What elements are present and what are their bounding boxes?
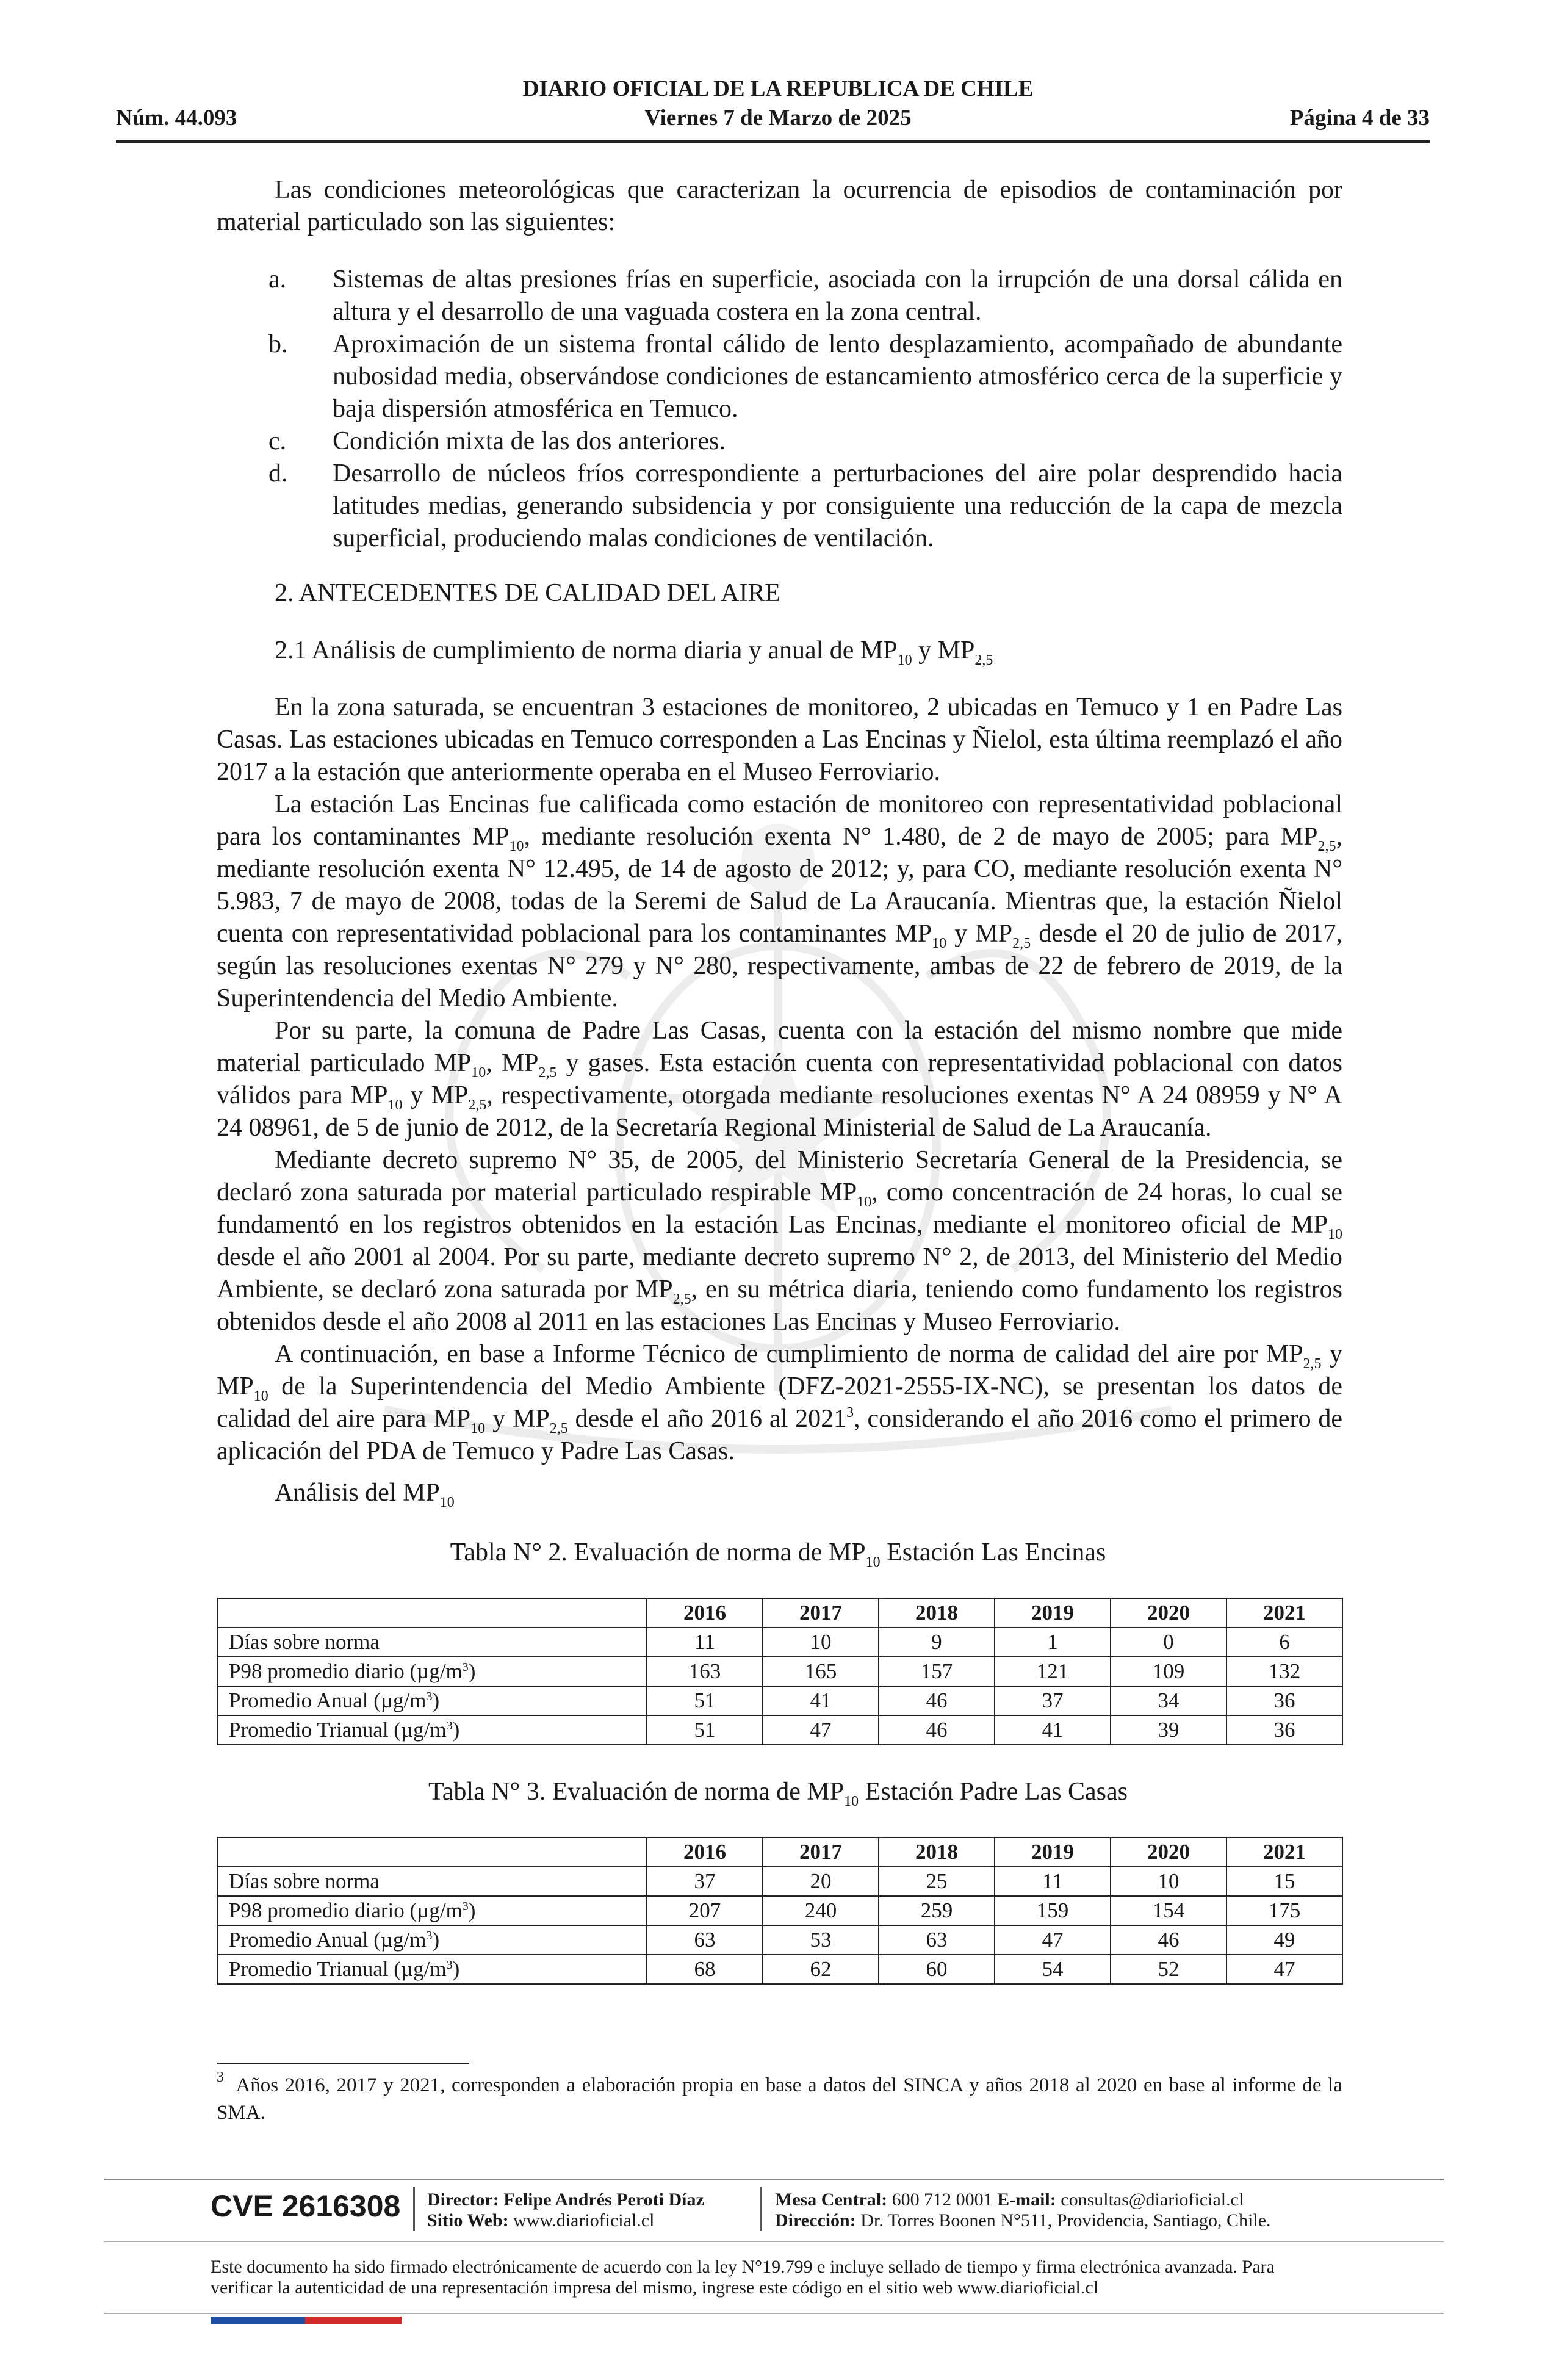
table-cell: 165 [763,1657,879,1686]
page-indicator: Página 4 de 33 [1289,106,1430,131]
table-cell: 25 [879,1867,995,1896]
list-item-text: Condición mixta de las dos anteriores. [333,427,726,455]
list-item [217,458,1342,555]
list-marker: a. [268,265,287,294]
table-cell: 6 [1226,1628,1342,1657]
list-item [217,425,1342,458]
director-block: Director: Felipe Andrés Peroti Díaz Sitio Web: www.diarioficial.cl [427,2190,704,2230]
list-marker: d. [268,460,288,488]
data-table [217,1837,1343,1985]
table-cell: 36 [1226,1686,1342,1715]
table-cell: 9 [879,1628,995,1657]
year-header: 2019 [995,1837,1111,1867]
row-label: Promedio Trianual $(\mu g/m^3)$ [217,1715,647,1745]
row-label: Promedio Trianual $(\mu g/m^3)$ [217,1955,647,1984]
footer-divider [104,2313,1444,2314]
table-cell: 47 [763,1715,879,1745]
table-cell: 54 [995,1955,1111,1984]
row-label: Promedio Anual $(\mu g/m^3)$ [217,1925,647,1955]
table-row [217,1628,1342,1657]
table-cell: 11 [995,1867,1111,1896]
list-item [217,264,1342,328]
footnote-text: Años 2016, 2017 y 2021, corresponden a elaboración propia en base a datos del SINCA y años 2018 al 2020 en base al informe de la SMA. [217,2074,1342,2124]
row-label: P98 promedio diario $(\mu g/m^3)$ [217,1657,647,1686]
table-cell: 62 [763,1955,879,1984]
contact-block: Mesa Central: 600 712 0001 E-mail: consultas@diarioficial.cl Dirección: Dr. Torres Boonen N°511, Providencia, Santiago, Chile. [775,2190,1271,2230]
section-heading: 2. ANTECEDENTES DE CALIDAD DEL AIRE [275,579,781,607]
year-header: 2020 [1111,1837,1226,1867]
table-cell: 34 [1111,1686,1226,1715]
table-cell: 132 [1226,1657,1342,1686]
data-table [217,1598,1343,1745]
table-row [217,1896,1342,1925]
table-cell: 63 [647,1925,763,1955]
footnote-mark: 3 [217,2069,224,2085]
year-header: 2020 [1111,1598,1226,1628]
table-cell: 20 [763,1867,879,1896]
year-header: 2021 [1226,1598,1342,1628]
issue-number: Núm. 44.093 [116,106,237,131]
table-cell: 175 [1226,1896,1342,1925]
flag-stripe-red [305,2317,402,2324]
table-cell: 49 [1226,1925,1342,1955]
table-cell: 36 [1226,1715,1342,1745]
year-header: 2017 [763,1598,879,1628]
header-divider [116,140,1430,143]
conditions-list [217,264,1342,555]
table-cell: 207 [647,1896,763,1925]
table-cell: 41 [995,1715,1111,1745]
flag-stripe-blue [211,2317,305,2324]
table-row [217,1955,1342,1984]
footer-divider [104,2179,1444,2180]
table-corner-cell [217,1837,647,1867]
table-cell: 0 [1111,1628,1226,1657]
year-header: 2018 [879,1598,995,1628]
table-cell: 109 [1111,1657,1226,1686]
table-cell: 121 [995,1657,1111,1686]
footer-separator [413,2187,415,2231]
list-item [217,328,1342,425]
list-item-text: Aproximación de un sistema frontal cálido de lento desplazamiento, acompañado de abundante nubosidad media, observándose condiciones de estancamiento atmosférico cerca de la superficie y baja dispersión atmosférica en Temuco. [333,330,1342,423]
year-header: 2019 [995,1598,1111,1628]
paragraph: A continuación, en base a Informe Técnico de cumplimiento de norma de calidad del aire por $MP_{2,5}$ y $MP_{10}$ de la Superintendencia del Medio Ambiente (DFZ-2021-2555-IX-NC), se presentan los datos de calidad del aire para $MP_{10}$ y $MP_{2,5}$ desde el año 2016 al 2021$^3$, considerando el año 2016 como el primero de aplicación del PDA de Temuco y Padre Las Casas. [217,1340,1343,1465]
row-label: Días sobre norma [217,1867,647,1896]
year-header: 2016 [647,1837,763,1867]
table-row [217,1686,1342,1715]
issue-date: Viernes 7 de Marzo de 2025 [644,106,912,131]
table-cell: 47 [1226,1955,1342,1984]
table-cell: 10 [763,1628,879,1657]
row-label: P98 promedio diario $(\mu g/m^3)$ [217,1896,647,1925]
email-link[interactable]: consultas@diarioficial.cl [1061,2190,1244,2210]
paragraph: Por su parte, la comuna de Padre Las Casas, cuenta con la estación del mismo nombre que mide material particulado $MP_{10}$, $MP_{2,5}$ y gases. Esta estación cuenta con representatividad poblacional con datos válidos para $MP_{10}$ y $MP_{2,5}$, respectivamente, otorgada mediante resoluciones exentas N° A 24 08959 y N° A 24 08961, de 5 de junio de 2012, de la Secretaría Regional Ministerial de Salud de La Araucanía. [217,1017,1343,1142]
table-header-row [217,1837,1342,1867]
paragraph: En la zona saturada, se encuentran 3 estaciones de monitoreo, 2 ubicadas en Temuco y 1 en Padre Las Casas. Las estaciones ubicadas en Temuco corresponden a Las Encinas y Ñielol, esta última reemplazó el año 2017 a la estación que anteriormente operaba en el Museo Ferroviario. [217,693,1342,786]
newspaper-title: DIARIO OFICIAL DE LA REPUBLICA DE CHILE [522,76,1034,101]
subsection-heading: 2.1 Análisis de cumplimiento de norma diaria y anual de $MP_{10}$ y $MP_{2,5}$ [275,636,993,668]
footnote [217,2069,1342,2127]
website-link[interactable]: www.diarioficial.cl [513,2210,655,2230]
table-row [217,1867,1342,1896]
table-corner-cell [217,1598,647,1628]
paragraph: La estación Las Encinas fue calificada como estación de monitoreo con representatividad poblacional para los contaminantes $MP_{10}$, mediante resolución exenta N° 1.480, de 2 de mayo de 2005; para $MP_{2,5}$, mediante resolución exenta N° 12.495, de 14 de agosto de 2012; y, para CO, mediante resolución exenta N° 5.983, 7 de mayo de 2008, todas de la Seremi de Salud de La Araucanía. Mientras que, la estación Ñielol cuenta con representatividad poblacional para los contaminantes $MP_{10}$ y $MP_{2,5}$ desde el 20 de julio de 2017, según las resoluciones exentas N° 279 y N° 280, respectivamente, ambas de 22 de febrero de 2019, de la Superintendencia del Medio Ambiente. [217,790,1342,1012]
analysis-heading: Análisis del $MP_{10}$ [275,1479,455,1510]
table-cell: 157 [879,1657,995,1686]
table-cell: 51 [647,1686,763,1715]
table-cell: 11 [647,1628,763,1657]
year-header: 2016 [647,1598,763,1628]
table-row [217,1715,1342,1745]
cve-code: CVE 2616308 [211,2189,401,2223]
intro-paragraph [217,174,1342,239]
table-cell: 53 [763,1925,879,1955]
table-cell: 1 [995,1628,1111,1657]
electronic-signature-notice: Este documento ha sido firmado electrónicamente de acuerdo con la ley N°19.799 e incluye sellado de tiempo y firma electrónica avanzada. Para verificar la autenticidad de una representación impresa del mismo, ingrese este código en el sitio web www.diarioficial.cl [211,2257,1275,2298]
table-cell: 10 [1111,1867,1226,1896]
footnote-ref: 3 [846,1405,854,1421]
footnote-divider [217,2063,469,2064]
table-cell: 154 [1111,1896,1226,1925]
table-cell: 63 [879,1925,995,1955]
table-cell: 46 [879,1686,995,1715]
table-cell: 46 [879,1715,995,1745]
table-cell: 259 [879,1896,995,1925]
table-row [217,1925,1342,1955]
table-cell: 41 [763,1686,879,1715]
year-header: 2021 [1226,1837,1342,1867]
paragraph: Mediante decreto supremo N° 35, de 2005, del Ministerio Secretaría General de la Presidencia, se declaró zona saturada por material particulado respirable $MP_{10}$, como concentración de 24 horas, lo cual se fundamentó en los registros obtenidos en la estación Las Encinas, mediante el monitoreo oficial de $MP_{10}$ desde el año 2001 al 2004. Por su parte, mediante decreto supremo N° 2, de 2013, del Ministerio del Medio Ambiente, se declaró zona saturada por $MP_{2,5}$, en su métrica diaria, teniendo como fundamento los registros obtenidos desde el año 2008 al 2011 en las estaciones Las Encinas y Museo Ferroviario. [217,1146,1342,1336]
list-item-text: Desarrollo de núcleos fríos correspondiente a perturbaciones del aire polar desprendido hacia latitudes medias, generando subsidencia y por consiguiente una reducción de la capa de mezcla superficial, produciendo malas condiciones de ventilación. [333,460,1342,552]
intro-text: Las condiciones meteorológicas que caracterizan la ocurrencia de episodios de contaminación por material particulado son las siguientes: [217,176,1342,236]
list-item-text: Sistemas de altas presiones frías en superficie, asociada con la irrupción de una dorsal cálida en altura y el desarrollo de una vaguada costera en la zona central. [333,265,1342,326]
table-cell: 163 [647,1657,763,1686]
table-cell: 47 [995,1925,1111,1955]
table-cell: 159 [995,1896,1111,1925]
list-marker: b. [268,330,288,358]
table-caption: Tabla N° 3. Evaluación de norma de $MP_{10}$ Estación Padre Las Casas [428,1778,1128,1809]
row-label: Promedio Anual $(\mu g/m^3)$ [217,1686,647,1715]
table-cell: 39 [1111,1715,1226,1745]
list-marker: c. [268,427,287,455]
table-cell: 37 [995,1686,1111,1715]
year-header: 2017 [763,1837,879,1867]
footer-separator [760,2187,762,2231]
table-header-row [217,1598,1342,1628]
table-cell: 46 [1111,1925,1226,1955]
table-cell: 60 [879,1955,995,1984]
year-header: 2018 [879,1837,995,1867]
table-cell: 52 [1111,1955,1226,1984]
table-cell: 37 [647,1867,763,1896]
footer-divider [104,2241,1444,2242]
body-paragraphs [217,691,1342,1468]
table-caption: Tabla N° 2. Evaluación de norma de $MP_{10}$ Estación Las Encinas [450,1538,1106,1570]
table-cell: 240 [763,1896,879,1925]
table-row [217,1657,1342,1686]
table-cell: 68 [647,1955,763,1984]
table-cell: 51 [647,1715,763,1745]
table-cell: 15 [1226,1867,1342,1896]
row-label: Días sobre norma [217,1628,647,1657]
